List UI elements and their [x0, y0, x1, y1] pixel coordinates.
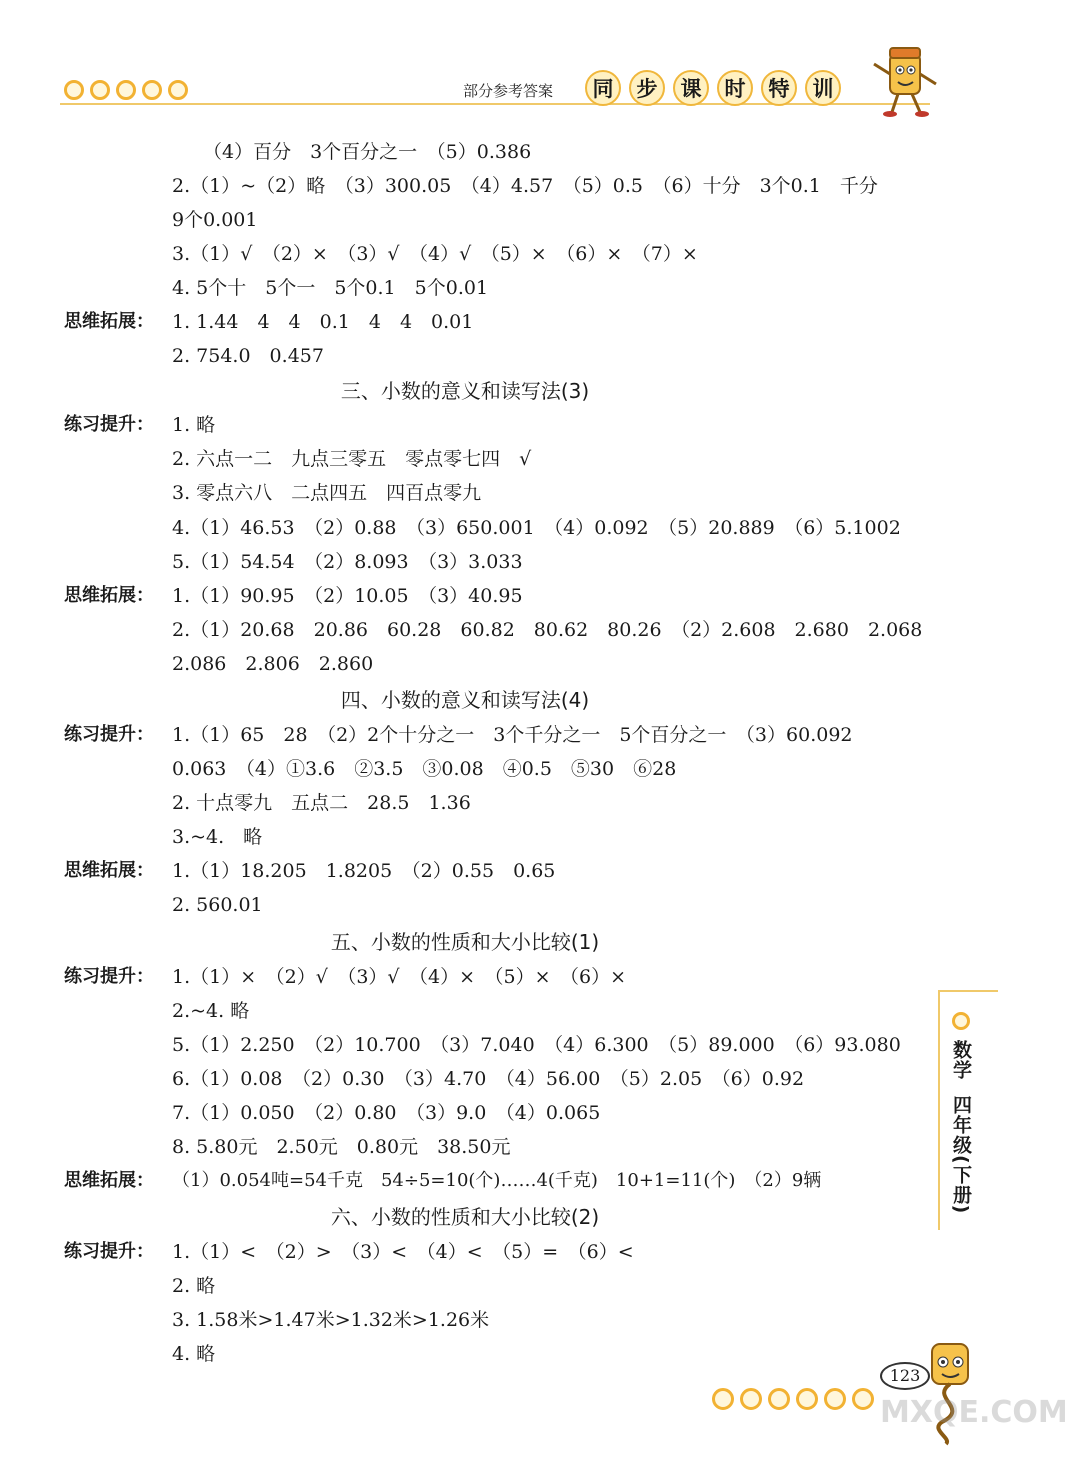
circle-icon [142, 80, 162, 100]
page-number: 123 [880, 1362, 930, 1390]
section-tag: 练习提升： [64, 1241, 154, 1262]
series-title-char: 课 [673, 70, 709, 106]
answer-line: 3.（1）√ （2）× （3）√ （4）√ （5）× （6）× （7）× [172, 243, 698, 265]
answer-line: 2. 六点一二 九点三零五 零点零七四 √ [172, 448, 532, 470]
circle-icon [952, 1012, 970, 1030]
answer-line: 1. 略 [172, 414, 216, 436]
answer-line: 1.（1）× （2）√ （3）√ （4）× （5）× （6）× [172, 966, 627, 988]
series-title-char: 训 [805, 70, 841, 106]
section-heading: 五、小数的性质和大小比较(1) [330, 930, 600, 954]
answer-line: 6.（1）0.08 （2）0.30 （3）4.70 （4）56.00 （5）2.05 （6）0.92 [172, 1068, 805, 1090]
section-heading: 六、小数的性质和大小比较(2) [330, 1205, 600, 1229]
series-title [585, 70, 841, 106]
section-heading: 四、小数的意义和读写法(4) [340, 688, 590, 712]
answer-line: （1）0.054吨=54千克 54÷5=10(个)……4(千克) 10+1=11(个) （2）9辆 [172, 1170, 822, 1191]
answer-line: 2.~4. 略 [172, 1000, 250, 1022]
answer-line: 4.（1）46.53 （2）0.88 （3）650.001 （4）0.092 （5）20.889 （6）5.1002 [172, 517, 901, 539]
answer-line: 4. 略 [172, 1343, 216, 1365]
circle-icon [796, 1388, 818, 1410]
series-title-char: 同 [585, 70, 621, 106]
answer-line: 1. 1.44 4 4 0.1 4 4 0.01 [172, 311, 474, 333]
answer-line: 3. 1.58米>1.47米>1.32米>1.26米 [172, 1309, 490, 1331]
series-title-char: 步 [629, 70, 665, 106]
circle-icon [116, 80, 136, 100]
section-tag: 思维拓展： [64, 1170, 154, 1191]
answer-line: 9个0.001 [172, 209, 258, 231]
footer-decoration-circles [712, 1388, 874, 1410]
answer-line: 2.（1）20.68 20.86 60.28 60.82 80.62 80.26 （2）2.608 2.680 2.068 [172, 619, 923, 641]
section-tag: 练习提升： [64, 966, 154, 987]
answer-line: 2. 十点零九 五点二 28.5 1.36 [172, 792, 471, 814]
answer-line: 0.063 （4）①3.6 ②3.5 ③0.08 ④0.5 ⑤30 ⑥28 [172, 758, 677, 780]
answer-line: 2. 560.01 [172, 894, 263, 916]
section-tag: 练习提升： [64, 414, 154, 435]
side-subject: 数学 [950, 1040, 972, 1080]
section-tag: 思维拓展： [64, 311, 154, 332]
watermark: MXQE.COM [880, 1395, 1068, 1430]
answer-line: 1.（1）90.95 （2）10.05 （3）40.95 [172, 585, 523, 607]
answer-line: 2. 754.0 0.457 [172, 345, 324, 367]
answer-line: 7.（1）0.050 （2）0.80 （3）9.0 （4）0.065 [172, 1102, 601, 1124]
circle-icon [740, 1388, 762, 1410]
answer-line: 1.（1）< （2）> （3）< （4）< （5）= （6）< [172, 1241, 634, 1263]
pencil-mascot-icon [922, 1338, 978, 1448]
answer-line: 1.（1）18.205 1.8205 （2）0.55 0.65 [172, 860, 556, 882]
answer-line: 3.~4. 略 [172, 826, 263, 848]
header-decoration-circles [64, 80, 188, 100]
answer-line: 1.（1）65 28 （2）2个十分之一 3个千分之一 5个百分之一 （3）60.092 [172, 724, 853, 746]
pencil-mascot-icon [868, 40, 942, 120]
section-heading: 三、小数的意义和读写法(3) [340, 379, 590, 403]
series-title-char: 特 [761, 70, 797, 106]
answer-line: 5.（1）2.250 （2）10.700 （3）7.040 （4）6.300 （5）89.000 （6）93.080 [172, 1034, 901, 1056]
section-tag: 思维拓展： [64, 585, 154, 606]
series-title-char: 时 [717, 70, 753, 106]
side-rule-vertical [938, 990, 940, 1230]
side-rule [938, 990, 998, 992]
side-grade: 四年级(下册) [950, 1095, 972, 1215]
section-tag: 练习提升： [64, 724, 154, 745]
circle-icon [768, 1388, 790, 1410]
answer-line: 8. 5.80元 2.50元 0.80元 38.50元 [172, 1136, 511, 1158]
answer-line: （4）百分 3个百分之一 （5）0.386 [203, 141, 532, 163]
answer-line: 4. 5个十 5个一 5个0.1 5个0.01 [172, 277, 489, 299]
circle-icon [824, 1388, 846, 1410]
answer-line: 5.（1）54.54 （2）8.093 （3）3.033 [172, 551, 523, 573]
circle-icon [168, 80, 188, 100]
circle-icon [64, 80, 84, 100]
section-tag: 思维拓展： [64, 860, 154, 881]
answer-line: 2.086 2.806 2.860 [172, 653, 374, 675]
circle-icon [90, 80, 110, 100]
answer-line: 3. 零点六八 二点四五 四百点零九 [172, 482, 482, 504]
header-label: 部分参考答案 [463, 82, 554, 100]
circle-icon [712, 1388, 734, 1410]
answer-line: 2.（1）~（2）略 （3）300.05 （4）4.57 （5）0.5 （6）十分 3个0.1 千分 [172, 175, 878, 197]
circle-icon [852, 1388, 874, 1410]
answer-line: 2. 略 [172, 1275, 216, 1297]
